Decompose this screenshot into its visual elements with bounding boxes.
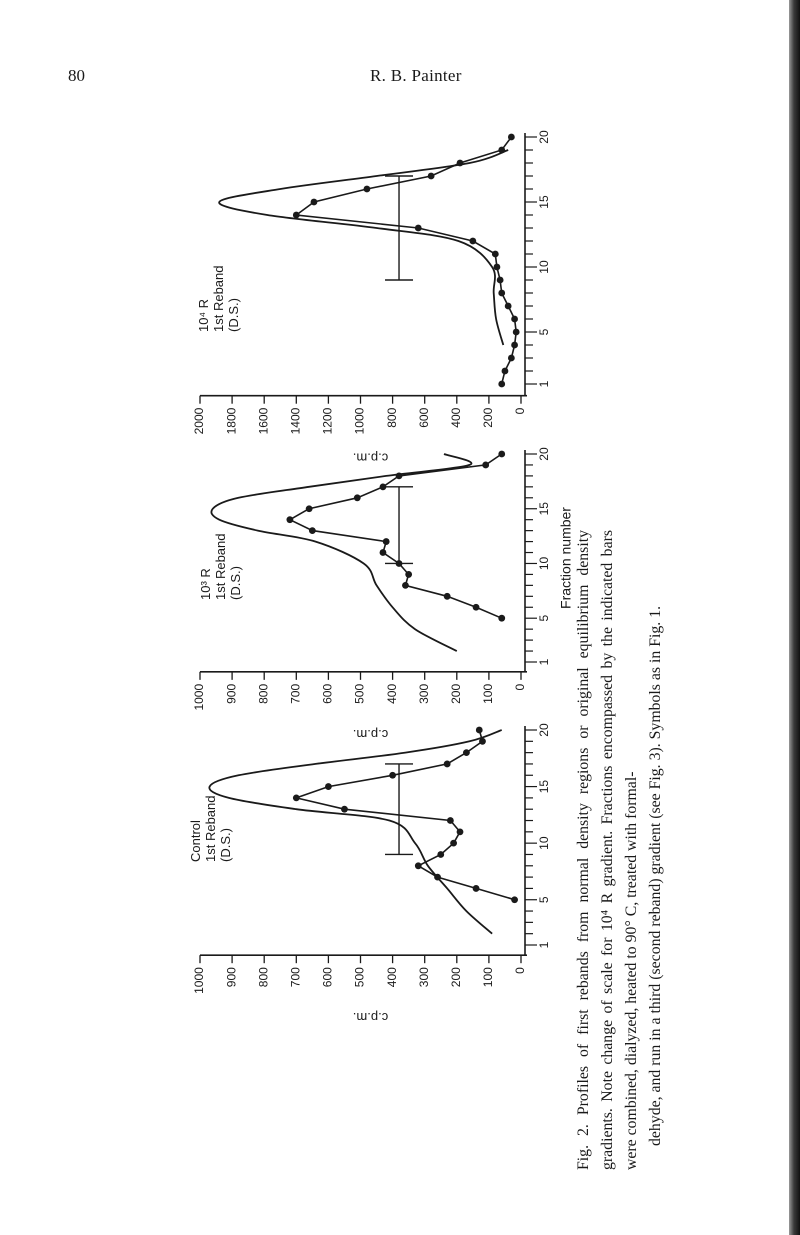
cpm-point <box>311 199 318 206</box>
cpm-point <box>498 290 505 297</box>
cpm-point <box>444 761 451 768</box>
caption-line-1: Fig. 2. Profiles of first rebands from normal density regions or original equilibrium density gradients. Note change of scale for <box>575 530 616 1170</box>
panel-label-line: (D.S.) <box>226 298 241 332</box>
od-curve <box>219 150 508 345</box>
value-tick-label: 800 <box>256 683 271 704</box>
value-tick-label: 1600 <box>256 407 271 435</box>
value-tick-label: 2000 <box>192 407 207 435</box>
value-tick-label: 600 <box>320 967 335 988</box>
cpm-point <box>511 342 518 349</box>
value-tick-label: 500 <box>352 683 367 704</box>
cpm-point <box>293 212 300 219</box>
running-head: R. B. Painter <box>370 66 462 85</box>
fraction-tick-label: 5 <box>537 328 552 336</box>
cpm-point <box>473 885 480 892</box>
od-curve <box>211 454 471 651</box>
fraction-tick-label: 10 <box>537 556 552 571</box>
panel-label-line: 10⁴ R <box>196 298 211 332</box>
cpm-point <box>505 303 512 310</box>
fraction-tick-label: 1 <box>537 380 552 388</box>
value-tick-label: 200 <box>448 683 463 704</box>
value-tick-label: 800 <box>256 967 271 988</box>
value-tick-label: 400 <box>384 967 399 988</box>
cpm-point <box>415 862 422 869</box>
caption-line-2: 10⁴ R gradient. Fractions encompassed by the indicated bars were combined, dialyzed, heated to 90° C, treated with formal- <box>599 530 640 1170</box>
page-number: 80 <box>68 66 85 85</box>
value-axis-title: c.p.m. <box>352 450 389 466</box>
caption-line-3: dehyde, and run in a third (second reband) gradient (see Fig. 3). Symbols as in Fig. 1. <box>647 605 664 1146</box>
cpm-point <box>508 355 515 362</box>
value-axis-title: c.p.m. <box>352 1010 389 1026</box>
cpm-point <box>457 828 464 835</box>
value-tick-label: 700 <box>288 967 303 988</box>
value-axis-title: c.p.m. <box>352 726 389 742</box>
cpm-point <box>447 817 454 824</box>
cpm-line <box>296 137 516 384</box>
panel-10e4R <box>192 130 551 466</box>
fraction-tick-label: 15 <box>537 502 552 516</box>
cpm-line <box>296 730 514 900</box>
fraction-tick-label: 10 <box>537 836 552 850</box>
panel-label-line: 1st Reband <box>203 795 218 862</box>
value-tick-label: 400 <box>448 407 463 428</box>
cpm-point <box>286 516 293 523</box>
cpm-point <box>309 527 316 534</box>
panel-control <box>188 723 551 1025</box>
value-tick-label: 1000 <box>192 683 207 711</box>
value-tick-label: 1200 <box>320 407 335 435</box>
fraction-tick-label: 20 <box>537 447 552 461</box>
fraction-tick-label: 15 <box>537 195 552 209</box>
cpm-point <box>457 160 464 167</box>
cpm-point <box>479 738 486 745</box>
panel-10e3R <box>192 447 574 742</box>
fraction-tick-label: 20 <box>537 723 552 737</box>
cpm-point <box>450 840 457 847</box>
cpm-point <box>383 538 390 545</box>
cpm-point <box>341 806 348 813</box>
fraction-tick-label: 20 <box>537 130 552 144</box>
cpm-point <box>498 451 505 458</box>
cpm-point <box>482 462 489 469</box>
panel-label-line: (D.S.) <box>228 566 243 600</box>
value-tick-label: 1800 <box>224 407 239 435</box>
value-tick-label: 600 <box>416 407 431 428</box>
cpm-point <box>389 772 396 779</box>
value-tick-label: 300 <box>416 967 431 988</box>
cpm-point <box>415 225 422 232</box>
value-tick-label: 100 <box>481 683 496 704</box>
panel-label-line: Control <box>188 820 203 862</box>
value-tick-label: 1000 <box>352 407 367 435</box>
cpm-point <box>402 582 409 589</box>
cpm-line <box>290 454 502 618</box>
panel-label-line: 1st Reband <box>211 265 226 332</box>
cpm-point <box>444 593 451 600</box>
cpm-point <box>354 494 361 501</box>
value-tick-label: 300 <box>416 683 431 704</box>
value-tick-label: 0 <box>513 683 528 691</box>
cpm-point <box>497 277 504 284</box>
fraction-tick-label: 1 <box>537 941 552 949</box>
cpm-point <box>498 147 505 154</box>
cpm-point <box>511 896 518 903</box>
value-tick-label: 400 <box>384 683 399 704</box>
fraction-axis-title: Fraction number <box>557 507 574 609</box>
fraction-tick-label: 15 <box>537 779 552 794</box>
cpm-point <box>437 851 444 858</box>
value-tick-label: 0 <box>513 407 528 415</box>
cpm-point <box>502 368 509 375</box>
value-tick-label: 900 <box>224 683 239 704</box>
fraction-tick-label: 5 <box>537 896 552 904</box>
cpm-point <box>508 134 515 141</box>
cpm-point <box>513 329 520 336</box>
value-tick-label: 100 <box>481 967 496 988</box>
cpm-point <box>428 173 435 180</box>
fraction-tick-label: 10 <box>537 260 552 274</box>
panel-label-line: 10³ R <box>198 568 213 600</box>
cpm-point <box>396 472 403 479</box>
cpm-point <box>498 615 505 622</box>
panel-label-line: 1st Reband <box>213 533 228 600</box>
cpm-point <box>494 264 501 271</box>
value-tick-label: 700 <box>288 683 303 704</box>
cpm-point <box>492 251 499 258</box>
value-tick-label: 900 <box>224 967 239 988</box>
cpm-point <box>293 794 300 801</box>
cpm-point <box>380 549 387 556</box>
value-tick-label: 0 <box>513 967 528 974</box>
value-tick-label: 1400 <box>288 407 303 435</box>
value-tick-label: 600 <box>320 683 335 704</box>
cpm-point <box>498 381 505 388</box>
cpm-point <box>469 238 476 245</box>
value-tick-label: 1000 <box>192 967 207 994</box>
panel-label-line: (D.S.) <box>218 828 233 862</box>
value-tick-label: 500 <box>352 967 367 988</box>
cpm-point <box>511 316 518 323</box>
figure-caption <box>572 530 668 1170</box>
cpm-point <box>405 571 412 578</box>
cpm-point <box>473 604 480 611</box>
fraction-tick-label: 1 <box>537 658 552 666</box>
value-tick-label: 200 <box>481 407 496 428</box>
cpm-point <box>325 783 332 790</box>
cpm-point <box>463 749 470 756</box>
fraction-tick-label: 5 <box>537 614 552 622</box>
value-tick-label: 800 <box>384 407 399 428</box>
cpm-point <box>434 874 441 881</box>
cpm-point <box>306 505 313 512</box>
value-tick-label: 200 <box>448 967 463 988</box>
cpm-point <box>364 186 371 193</box>
cpm-point <box>476 727 483 734</box>
